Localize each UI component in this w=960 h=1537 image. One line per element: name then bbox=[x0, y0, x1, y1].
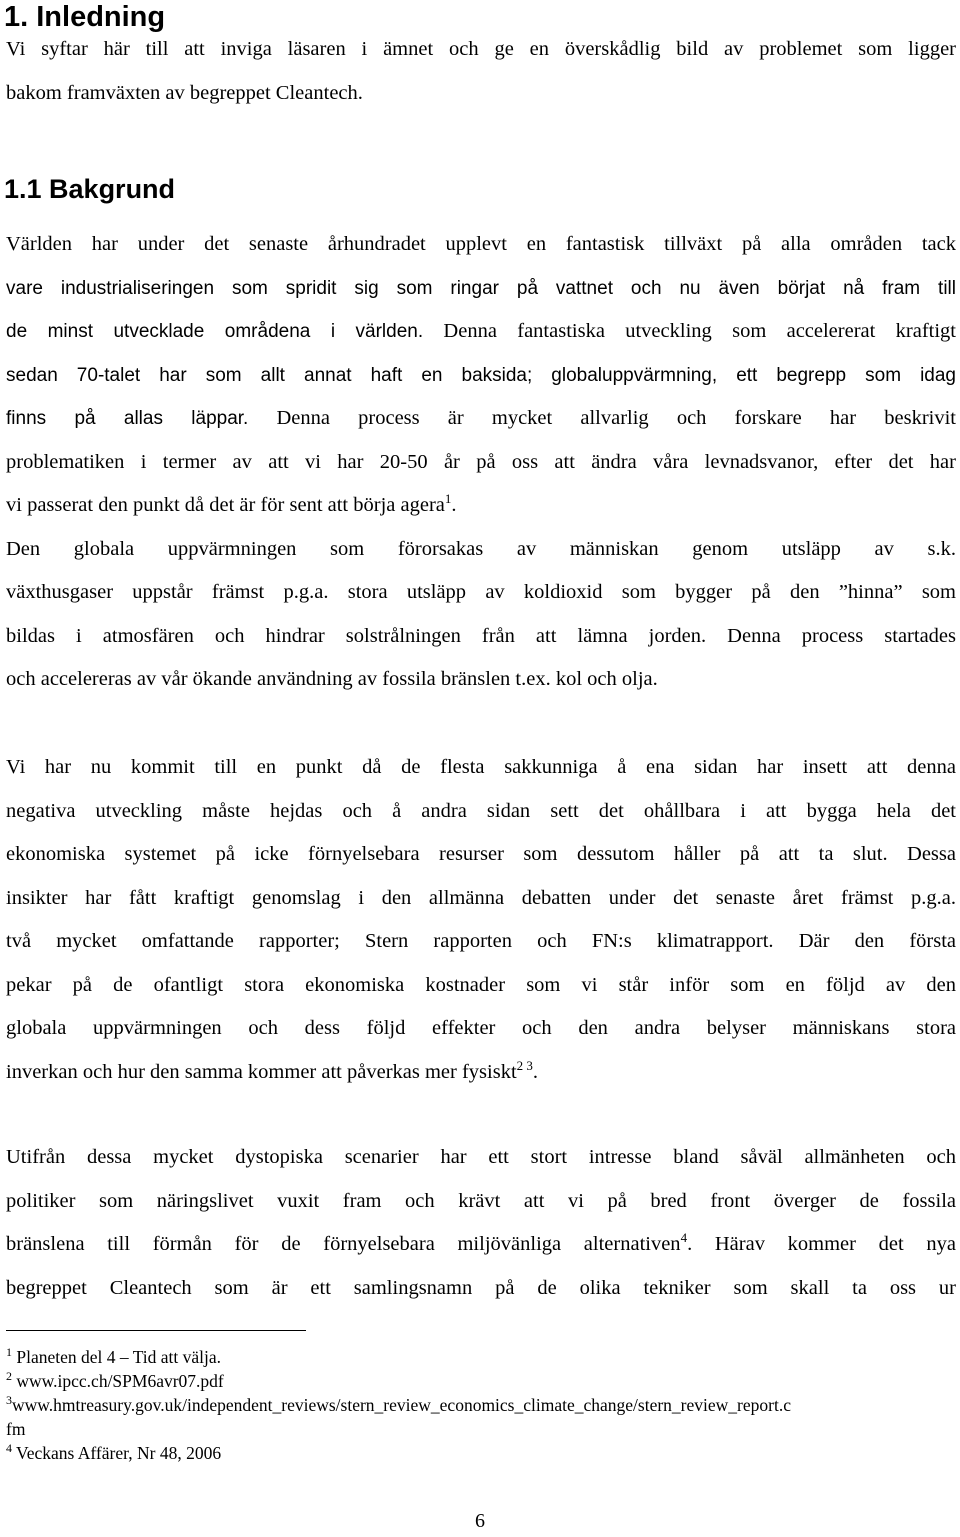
text-run: Denna fantastiska utveckling som accelererat kraftigt bbox=[423, 320, 956, 342]
text-line: globala uppvärmningen och dess följd effekter och den andra belyser människans stora bbox=[6, 1017, 956, 1039]
body-paragraph bbox=[6, 1136, 956, 1310]
page-number: 6 bbox=[475, 1510, 485, 1532]
background-paragraph bbox=[6, 223, 956, 702]
text-line: insikter har fått kraftigt genomslag i den allmänna debatten under det senaste året främst p.g.a. bbox=[6, 886, 956, 909]
text-line: två mycket omfattande rapporter; Stern rapporten och FN:s klimatrapport. Där den första bbox=[6, 930, 956, 952]
footnote bbox=[6, 1441, 958, 1465]
footnote bbox=[6, 1369, 958, 1393]
section-heading: 1.1 Bakgrund bbox=[4, 174, 176, 204]
text-line: vare industrialiseringen som spridit sig som ringar på vattnet och nu även börjat nå fram till bbox=[6, 277, 956, 299]
footnote-number: 4 bbox=[6, 1441, 12, 1456]
text-line bbox=[6, 1051, 956, 1095]
text-line: bakom framväxten av begreppet Cleantech. bbox=[6, 81, 363, 104]
text-line bbox=[6, 310, 956, 354]
text-line: begreppet Cleantech som är ett samlingsnamn på de olika tekniker som skall ta oss ur bbox=[6, 1276, 956, 1299]
text-line: Världen har under det senaste århundradet upplevt en fantastisk tillväxt på alla områden tack bbox=[6, 233, 956, 255]
text-run: inverkan och hur den samma kommer att påverkas mer fysiskt bbox=[6, 1060, 517, 1083]
text-line bbox=[6, 1223, 956, 1267]
text-line: och accelereras av vår ökande användning av fossila bränslen t.ex. kol och olja. bbox=[6, 668, 658, 690]
text-line: problematiken i termer av att vi har 20-50 år på oss att ändra våra levnadsvanor, efter det har bbox=[6, 450, 956, 473]
footnotes bbox=[6, 1345, 958, 1465]
text-line: politiker som näringslivet vuxit fram och krävt att vi på bred front överger de fossila bbox=[6, 1189, 956, 1212]
text-line: Vi syftar här till att inviga läsaren i ämnet och ge en överskådlig bild av problemet som ligger bbox=[6, 38, 956, 60]
footnote-number: 3 bbox=[6, 1393, 12, 1408]
footnote-text: Veckans Affärer, Nr 48, 2006 bbox=[12, 1443, 222, 1463]
footnote bbox=[6, 1393, 958, 1417]
text-line: Utifrån dessa mycket dystopiska scenarier har ett stort intresse bland såväl allmänheten och bbox=[6, 1146, 956, 1168]
text-line bbox=[6, 484, 956, 528]
intro-paragraph bbox=[6, 28, 956, 115]
footnote bbox=[6, 1345, 958, 1369]
text-line: sedan 70-talet har som allt annat haft en baksida; globaluppvärmning, ett begrepp som idag bbox=[6, 364, 956, 386]
text-run: . bbox=[451, 494, 457, 516]
text-line: ekonomiska systemet på icke förnyelsebara resurser som dessutom håller på att ta slut. Dessa bbox=[6, 843, 956, 865]
chapter-heading: 1. Inledning bbox=[4, 1, 166, 33]
text-run: Denna process är mycket allvarlig och forskare har beskrivit bbox=[248, 407, 956, 429]
footnote-ref[interactable]: 4 bbox=[680, 1230, 688, 1246]
footnote-ref[interactable]: 1 bbox=[444, 491, 452, 507]
text-line: Vi har nu kommit till en punkt då de flesta sakkunniga å ena sidan har insett att denna bbox=[6, 756, 956, 778]
footnote-link[interactable]: www.ipcc.ch/SPM6avr07.pdf bbox=[12, 1371, 224, 1391]
text-line: bildas i atmosfären och hindrar solstrålningen från att lämna jorden. Denna process startades bbox=[6, 624, 956, 647]
footnote-ref[interactable]: 2 3 bbox=[516, 1057, 533, 1073]
footnote-link[interactable]: www.hmtreasury.gov.uk/independent_reviews/stern_review_economics_climate_change/stern_review_report.c bbox=[12, 1395, 791, 1415]
footnote-continuation: fm bbox=[6, 1419, 26, 1439]
text-run: finns på allas läppar. bbox=[6, 408, 249, 429]
text-line: Den globala uppvärmningen som förorsakas av människan genom utsläpp av s.k. bbox=[6, 537, 956, 560]
footnote-number: 2 bbox=[6, 1369, 12, 1384]
text-run: bränslena till förmån för de förnyelsebara miljövänliga alternativen bbox=[6, 1233, 681, 1255]
text-run: de minst utvecklade områdena i världen. bbox=[6, 321, 424, 342]
text-run: . bbox=[532, 1060, 539, 1083]
footnote-divider bbox=[6, 1330, 306, 1331]
text-line: negativa utveckling måste hejdas och å andra sidan sett det ohållbara i att bygga hela det bbox=[6, 799, 956, 822]
footnote-number: 1 bbox=[6, 1345, 12, 1360]
text-run: . Härav kommer det nya bbox=[687, 1233, 956, 1255]
body-paragraph bbox=[6, 746, 956, 1094]
text-run: vi passerat den punkt då det är för sent att börja agera bbox=[6, 494, 445, 516]
footnote-text: Planeten del 4 – Tid att välja. bbox=[12, 1347, 222, 1367]
text-line: pekar på de ofantligt stora ekonomiska kostnader som vi står inför som en följd av den bbox=[6, 973, 956, 996]
text-line: växthusgaser uppstår främst p.g.a. stora utsläpp av koldioxid som bygger på den ”hinna” som bbox=[6, 581, 956, 603]
text-line bbox=[6, 397, 956, 441]
